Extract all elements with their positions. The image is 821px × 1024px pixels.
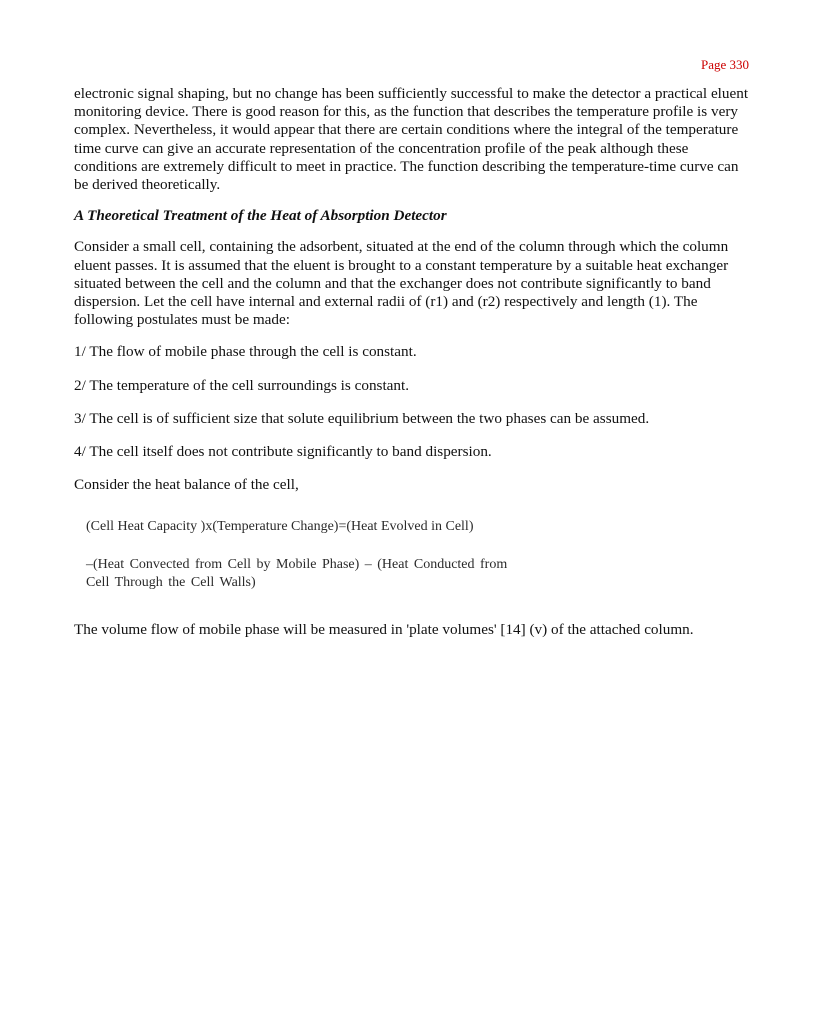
postulate-1: 1/ The flow of mobile phase through the cell is constant. [74, 343, 417, 361]
heat-balance-lead-in: Consider the heat balance of the cell, [74, 476, 299, 494]
page-number: Page 330 [700, 57, 749, 72]
postulate-3: 3/ The cell is of sufficient size that solute equilibrium between the two phases can be assumed. [74, 409, 650, 427]
postulate-2: 2/ The temperature of the cell surroundings is constant. [74, 376, 410, 394]
equation-line-1: (Cell Heat Capacity )x(Temperature Change)=(Heat Evolved in Cell) [86, 519, 474, 534]
postulate-4: 4/ The cell itself does not contribute significantly to band dispersion. [74, 443, 492, 461]
section-heading: A Theoretical Treatment of the Heat of Absorption Detector [74, 207, 447, 225]
heat-balance-equation [86, 518, 516, 592]
closing-paragraph: The volume flow of mobile phase will be measured in 'plate volumes' [14] (v) of the attached column. [74, 621, 694, 638]
section-body-paragraph: Consider a small cell, containing the adsorbent, situated at the end of the column through which the column eluent passes. It is assumed that the eluent is brought to a constant temperature by a suitable heat exchanger situated between the cell and the column and that the exchanger does not contribute significantly to band dispersion. Let the cell have internal and external radii of (r1) and (r2) respectively and length (1). The following postulates must be made: [74, 238, 729, 329]
intro-paragraph: electronic signal shaping, but no change has been sufficiently successful to make the detector a practical eluent monitoring device. There is good reason for this, as the function that describes the temperature profile is very complex. Nevertheless, it would appear that there are certain conditions where the integral of the temperature time curve can give an accurate representation of the concentration profile of the peak although these conditions are extremely difficult to meet in practice. The function describing the temperature-time curve can be derived theoretically. [74, 85, 749, 194]
equation-line-2: –(Heat Convected from Cell by Mobile Phase) – (Heat Conducted from Cell Through the Cell Walls) [86, 557, 508, 590]
main-content [74, 85, 754, 494]
